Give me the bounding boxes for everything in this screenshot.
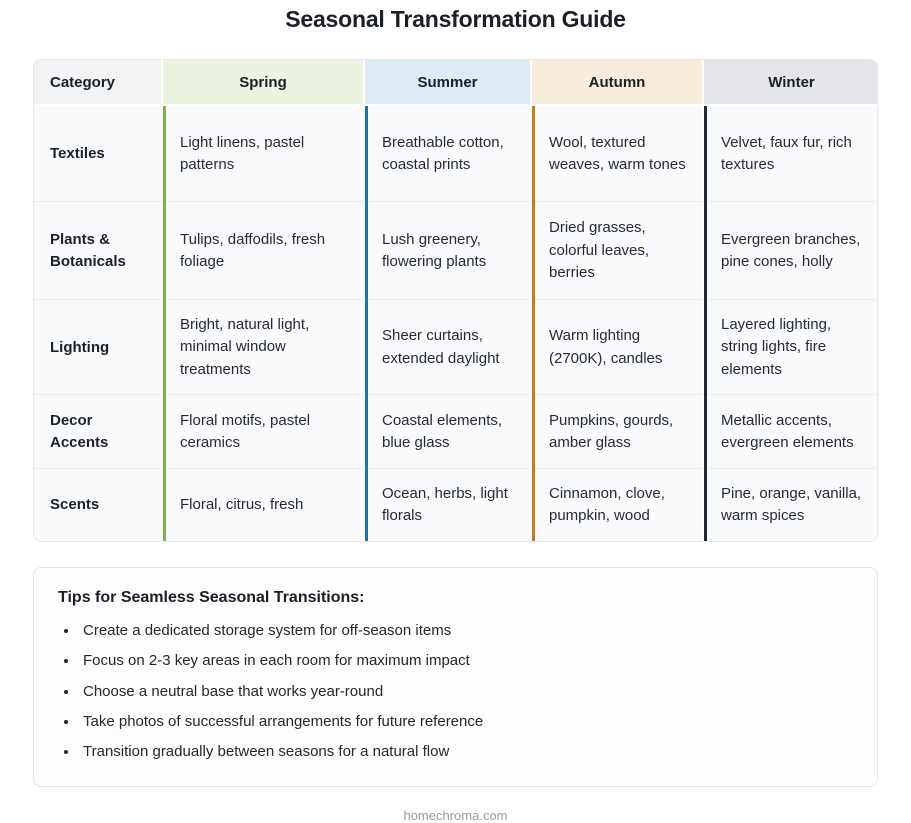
category-cell-textiles: Textiles (34, 106, 161, 202)
cell-scents-summer: Ocean, herbs, light florals (365, 469, 530, 541)
column-header-autumn: Autumn (532, 60, 702, 106)
cell-plants-autumn: Dried grasses, colorful leaves, berries (532, 202, 702, 300)
column-header-category: Category (34, 60, 161, 106)
tip-item: • Take photos of successful arrangements for future reference (79, 712, 853, 732)
cell-textiles-spring: Light linens, pastel patterns (163, 106, 363, 202)
column-header-summer: Summer (365, 60, 530, 106)
cell-lighting-winter: Layered lighting, string lights, fire elements (704, 300, 878, 395)
cell-lighting-spring: Bright, natural light, minimal window treatments (163, 300, 363, 395)
cell-decor-winter: Metallic accents, evergreen elements (704, 395, 878, 469)
tips-box (33, 567, 878, 787)
tips-list (58, 621, 853, 762)
page-title: Seasonal Transformation Guide (285, 6, 626, 32)
column-header-winter: Winter (704, 60, 878, 106)
category-cell-decor-accents: Decor Accents (34, 395, 161, 469)
cell-scents-autumn: Cinnamon, clove, pumpkin, wood (532, 469, 702, 541)
cell-decor-autumn: Pumpkins, gourds, amber glass (532, 395, 702, 469)
category-cell-lighting: Lighting (34, 300, 161, 395)
column-header-spring: Spring (163, 60, 363, 106)
cell-textiles-autumn: Wool, textured weaves, warm tones (532, 106, 702, 202)
tip-item: • Create a dedicated storage system for off-season items (79, 621, 853, 641)
cell-decor-summer: Coastal elements, blue glass (365, 395, 530, 469)
tip-item: • Transition gradually between seasons for a natural flow (79, 742, 853, 762)
footer-domain: homechroma.com (403, 808, 508, 823)
tip-item: • Focus on 2-3 key areas in each room for maximum impact (79, 651, 853, 671)
cell-plants-spring: Tulips, daffodils, fresh foliage (163, 202, 363, 300)
tip-item: • Choose a neutral base that works year-round (79, 682, 853, 702)
seasonal-table (33, 59, 878, 542)
cell-lighting-summer: Sheer curtains, extended daylight (365, 300, 530, 395)
cell-scents-spring: Floral, citrus, fresh (163, 469, 363, 541)
cell-scents-winter: Pine, orange, vanilla, warm spices (704, 469, 878, 541)
cell-textiles-summer: Breathable cotton, coastal prints (365, 106, 530, 202)
tips-title: Tips for Seamless Seasonal Transitions: (58, 589, 365, 606)
cell-lighting-autumn: Warm lighting (2700K), candles (532, 300, 702, 395)
cell-textiles-winter: Velvet, faux fur, rich textures (704, 106, 878, 202)
category-cell-plants-botanicals: Plants & Botanicals (34, 202, 161, 300)
cell-plants-summer: Lush greenery, flowering plants (365, 202, 530, 300)
cell-plants-winter: Evergreen branches, pine cones, holly (704, 202, 878, 300)
category-cell-scents: Scents (34, 469, 161, 541)
cell-decor-spring: Floral motifs, pastel ceramics (163, 395, 363, 469)
